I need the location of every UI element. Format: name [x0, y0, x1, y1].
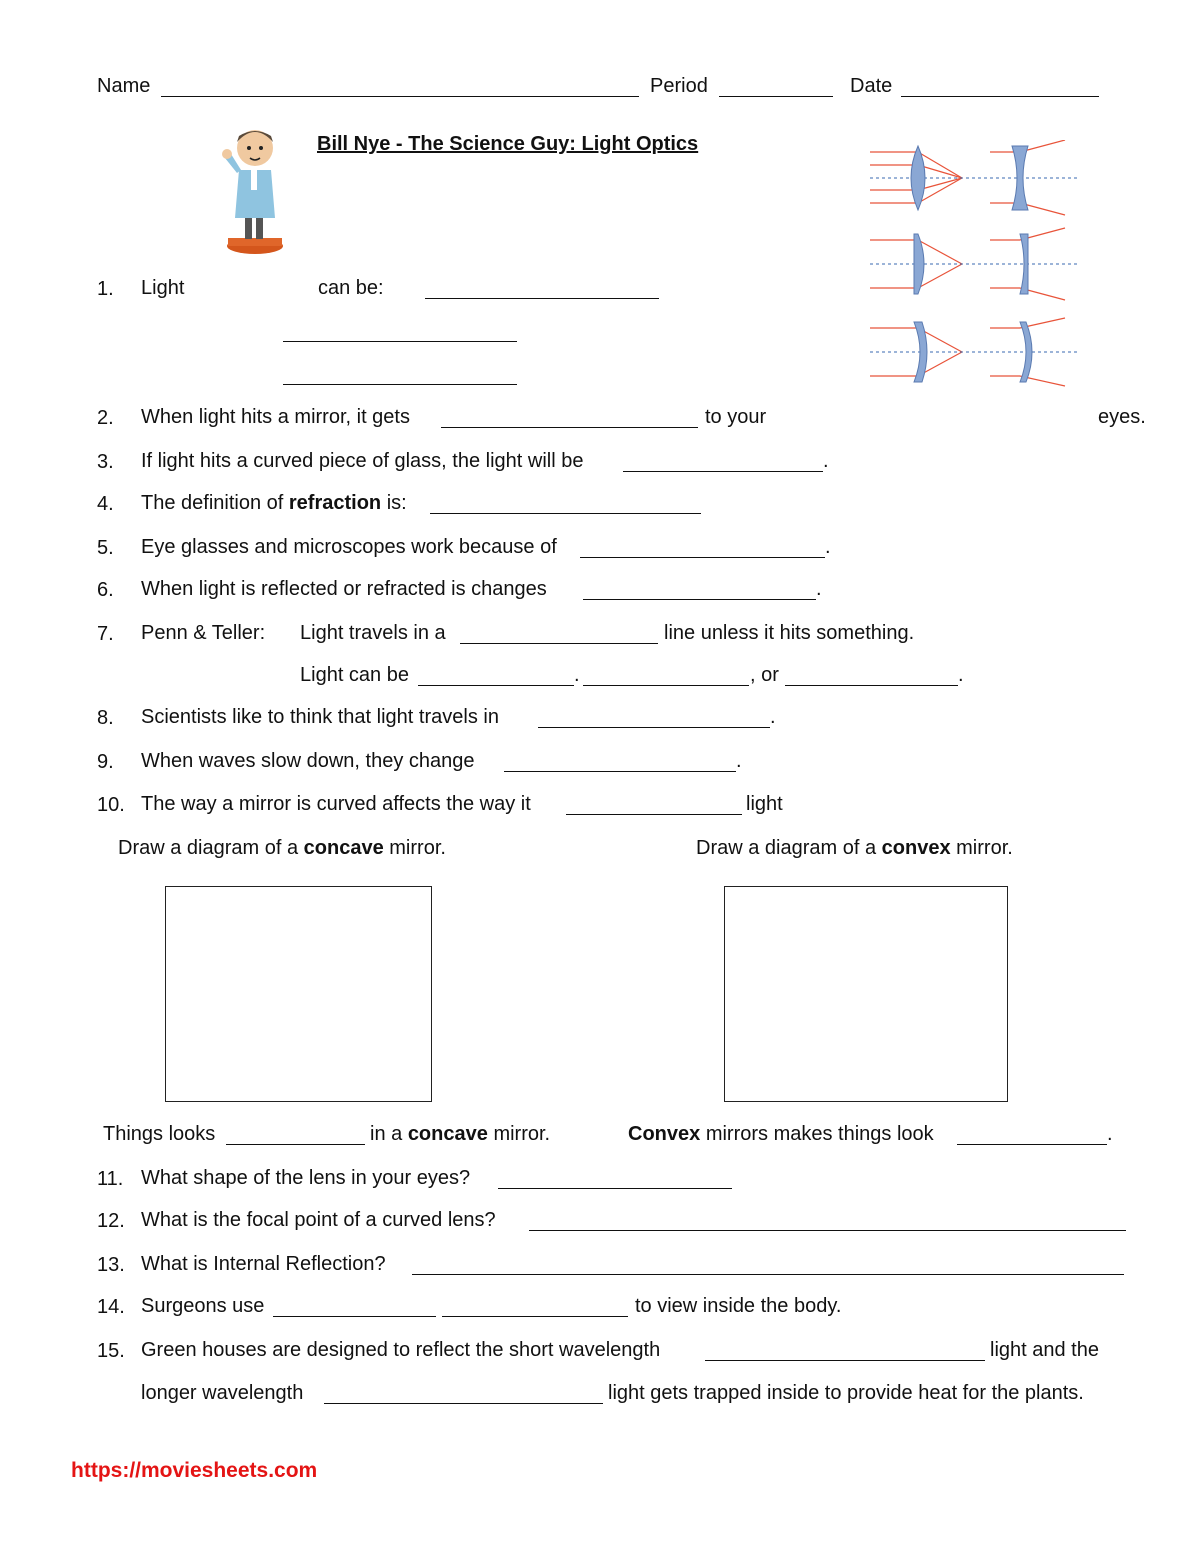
q5-number: 5. [97, 537, 114, 559]
q10-number: 10. [97, 794, 125, 816]
q1-text-b: can be: [318, 277, 384, 299]
q6-text: When light is reflected or refracted is changes [141, 578, 547, 600]
q9-number: 9. [97, 751, 114, 773]
q15-text-c: longer wavelength [141, 1382, 304, 1404]
convex-drawing-box[interactable] [724, 886, 1008, 1102]
q10-text: The way a mirror is curved affects the way it [141, 793, 531, 815]
q14-number: 14. [97, 1296, 125, 1318]
q7-answer-4[interactable] [785, 667, 958, 686]
q1-text: Light [141, 277, 185, 299]
q15-number: 15. [97, 1340, 125, 1362]
q7-text-b: Light travels in a [300, 622, 446, 644]
q1-answer-1[interactable] [425, 280, 659, 299]
footer-url-link[interactable]: https://moviesheets.com [71, 1459, 318, 1482]
q2-answer[interactable] [441, 409, 698, 428]
q3-number: 3. [97, 451, 114, 473]
q7-number: 7. [97, 623, 114, 645]
q9-answer[interactable] [504, 753, 736, 772]
q8-text: Scientists like to think that light travels in [141, 706, 499, 728]
q1-answer-2[interactable] [283, 323, 517, 342]
q2-text-b: to your [705, 406, 767, 428]
name-field[interactable] [161, 78, 639, 97]
date-field[interactable] [901, 78, 1099, 97]
date-label: Date [850, 75, 893, 97]
q11-text: What shape of the lens in your eyes? [141, 1167, 471, 1189]
concave-prompt: Draw a diagram of a concave mirror. [118, 837, 446, 859]
convex-caption-end: . [1107, 1123, 1113, 1145]
q15-answer-1[interactable] [705, 1342, 985, 1361]
concave-caption-answer[interactable] [226, 1126, 365, 1145]
q11-number: 11. [97, 1168, 124, 1190]
lens-rays-diagram-icon [870, 140, 1080, 395]
q11-answer[interactable] [498, 1170, 732, 1189]
period-label: Period [650, 75, 708, 97]
q5-end: . [825, 536, 831, 558]
concave-caption-a: Things looks [103, 1123, 216, 1145]
q3-text: If light hits a curved piece of glass, the light will be [141, 450, 584, 472]
q2-number: 2. [97, 407, 114, 429]
q2-text: When light hits a mirror, it gets [141, 406, 410, 428]
q7-sep1: . [574, 664, 580, 686]
convex-caption-answer[interactable] [957, 1126, 1107, 1145]
concave-drawing-box[interactable] [165, 886, 432, 1102]
convex-caption: Convex mirrors makes things look [628, 1123, 934, 1145]
q6-end: . [816, 578, 822, 600]
q13-answer[interactable] [412, 1256, 1124, 1275]
q8-number: 8. [97, 707, 114, 729]
q7-text-c: line unless it hits something. [664, 622, 915, 644]
q7-end: . [958, 664, 964, 686]
q10-text-b: light [746, 793, 783, 815]
q7-text: Penn & Teller: [141, 622, 266, 644]
q14-answer-2[interactable] [442, 1298, 628, 1317]
q6-number: 6. [97, 579, 114, 601]
q15-text: Green houses are designed to reflect the short wavelength [141, 1339, 661, 1361]
q14-answer-1[interactable] [273, 1298, 436, 1317]
q7-answer-1[interactable] [460, 625, 658, 644]
q4-text: The definition of refraction is: [141, 492, 407, 514]
q1-number: 1. [97, 278, 114, 300]
q1-answer-3[interactable] [283, 366, 517, 385]
q7-answer-3[interactable] [583, 667, 749, 686]
q9-text: When waves slow down, they change [141, 750, 475, 772]
q13-number: 13. [97, 1254, 125, 1276]
q14-text: Surgeons use [141, 1295, 265, 1317]
convex-prompt: Draw a diagram of a convex mirror. [696, 837, 1013, 859]
q7-text-d: Light can be [300, 664, 409, 686]
q6-answer[interactable] [583, 581, 816, 600]
q15-text-b: light and the [990, 1339, 1099, 1361]
q13-text: What is Internal Reflection? [141, 1253, 386, 1275]
q5-answer[interactable] [580, 539, 825, 558]
q12-answer[interactable] [529, 1212, 1126, 1231]
bobblehead-figurine-icon [217, 118, 287, 258]
q15-answer-2[interactable] [324, 1385, 603, 1404]
q14-text-b: to view inside the body. [635, 1295, 842, 1317]
page-title: Bill Nye - The Science Guy: Light Optics [317, 133, 699, 155]
name-label: Name [97, 75, 151, 97]
q8-answer[interactable] [538, 709, 770, 728]
period-field[interactable] [719, 78, 833, 97]
q8-end: . [770, 706, 776, 728]
q3-answer[interactable] [623, 453, 823, 472]
concave-caption-b: in a concave mirror. [370, 1123, 551, 1145]
q7-answer-2[interactable] [418, 667, 574, 686]
q12-text: What is the focal point of a curved lens? [141, 1209, 496, 1231]
q7-sep2: , or [750, 664, 779, 686]
q12-number: 12. [97, 1210, 125, 1232]
q9-end: . [736, 750, 742, 772]
q15-text-d: light gets trapped inside to provide heat for the plants. [608, 1382, 1084, 1404]
q4-answer[interactable] [430, 495, 701, 514]
q4-number: 4. [97, 493, 114, 515]
q3-end: . [823, 450, 829, 472]
q5-text: Eye glasses and microscopes work because of [141, 536, 557, 558]
q10-answer[interactable] [566, 796, 742, 815]
q2-text-c: eyes. [1098, 406, 1146, 428]
